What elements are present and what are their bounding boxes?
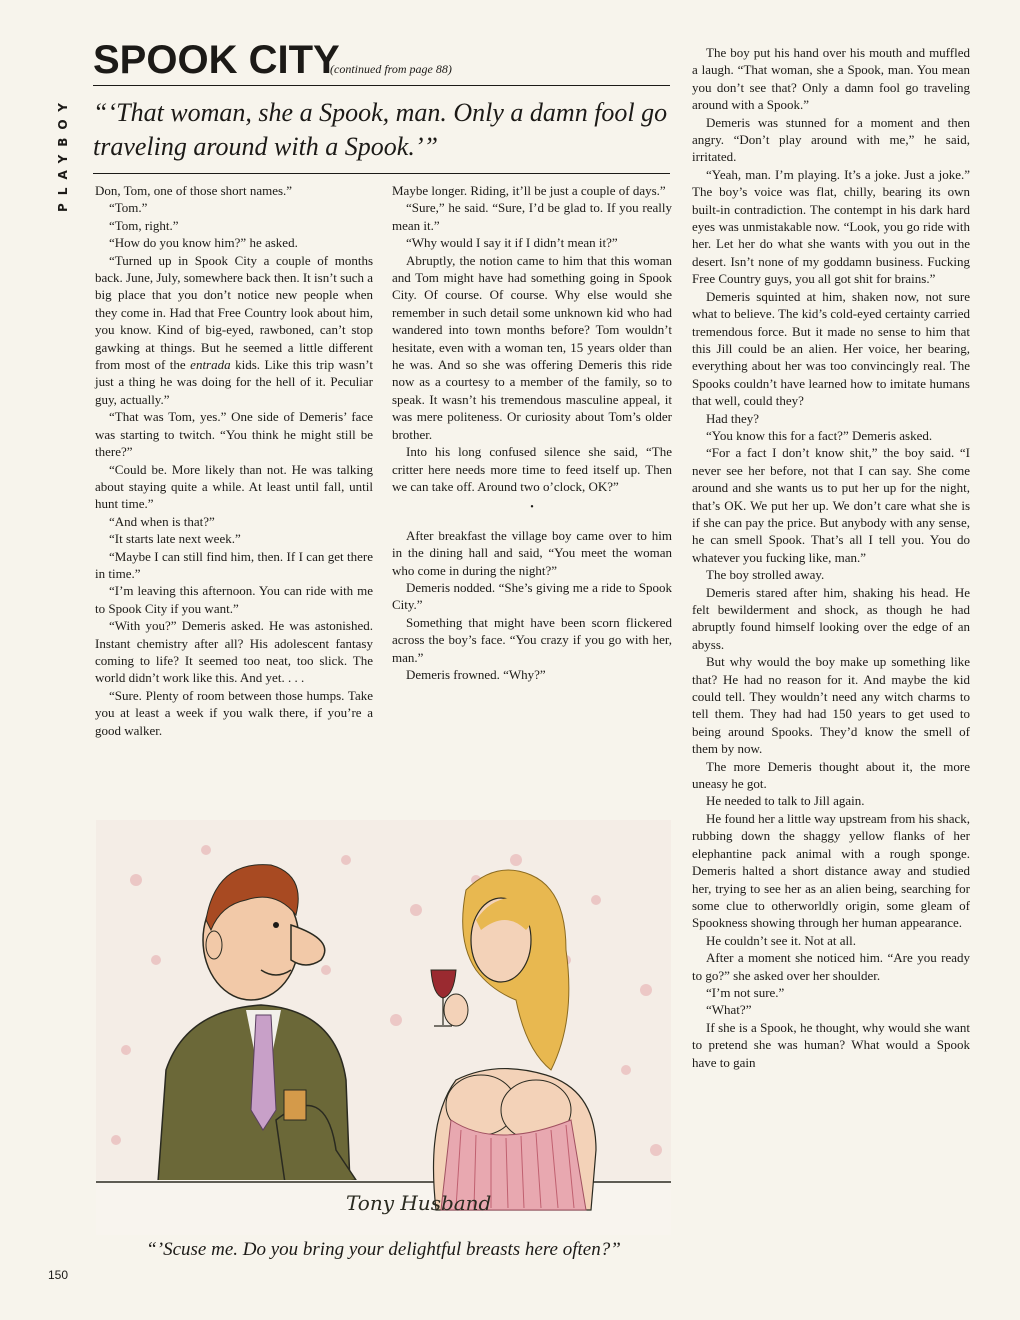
paragraph: “Could be. More likely than not. He was talking about staying quite a while. At least until fall, until hunt time.” — [95, 461, 373, 512]
text-column-1 — [95, 182, 373, 739]
paragraph: “How do you know him?” he asked. — [109, 235, 298, 251]
paragraph: “Tom, right.” — [109, 217, 179, 233]
paragraph: “I’m not sure.” — [706, 984, 785, 1000]
paragraph: Demeris frowned. “Why?” — [406, 666, 546, 682]
title-rule — [93, 85, 670, 86]
paragraph: Don, Tom, one of those short names.” — [95, 183, 293, 198]
paragraph: Demeris squinted at him, shaken now, not sure what to believe. The kid’s cold-eyed certainty carried tremendous force. But it made no sense to him that this Jill could be an alien. Her voice, her bearing, everything about her was too convincingly real. The Spooks couldn’t have learned how to imitate humans that well, could they? — [692, 288, 970, 409]
cartoon-caption: “’Scuse me. Do you bring your delightful breasts here often?” — [146, 1239, 621, 1260]
cartoon-illustration — [96, 820, 671, 1235]
paragraph: The more Demeris thought about it, the more uneasy he got. — [692, 758, 970, 792]
paragraph: “You know this for a fact?” Demeris asked. — [706, 427, 933, 443]
paragraph: But why would the boy make up something like that? He had no reason for it. And maybe the kid could tell. They wouldn’t need any witch charms to tell them. They had had 150 years to get used to being around Spooks. They’d know the smell of them by now. — [692, 654, 970, 757]
paragraph: “Maybe I can still find him, then. If I can get there in time.” — [95, 548, 373, 581]
paragraph: “Turned up in Spook City a couple of months back. June, July, somewhere back then. It isn’t such a big place that you don’t notice new people when they come in. Had that Free Country look about him, you know. Kind of big-eyed, rawboned, can’t stop gawking at things. But he seemed a little different from most of the entrada kids. Like this trip wasn’t just a thing he was doing for the hell of it. Peculiar guy, actually.” — [95, 252, 373, 407]
paragraph: He found her a little way upstream from his shack, rubbing down the shaggy yellow flanks of her elephantine pack animal with a rough sponge. Demeris halted a short distance away and studied her, trying to see her as an alien being, searching for some clue to otherworldly origin, some gleam of Spookness showing through her human appearance. — [692, 810, 970, 931]
paragraph: He couldn’t see it. Not at all. — [706, 932, 856, 948]
paragraph: If she is a Spook, he thought, why would she want to pretend she was human? What would a Spook have to gain — [692, 1019, 970, 1070]
paragraph: Maybe longer. Riding, it’ll be just a couple of days.” — [392, 183, 666, 198]
text-column-2 — [392, 182, 672, 683]
pull-quote: “‘That woman, she a Spook, man. Only a damn fool go traveling around with a Spook.’” — [93, 98, 668, 161]
paragraph: Had they? — [706, 410, 760, 426]
paragraph: Abruptly, the notion came to him that this woman and Tom might have had something going in Spook City. Of course. Of course. Why else would she remember in such detail some unknown kid who had wandered into town months before? Tom wouldn’t hesitate, even with a woman ten, 15 years older than he was. And so she was offering Demeris this ride now as a courtesy to a member of the family, so to speak. It wasn’t his tremendous masculine appeal, it was mere politeness. Or curiosity about Tom’s older brother. — [392, 252, 672, 442]
paragraph: “And when is that?” — [109, 513, 215, 529]
pull-quote-rule — [93, 173, 670, 174]
paragraph: “With you?” Demeris asked. He was astonished. Instant chemistry after all? His adolescent fantasy coming to life? It seemed too neat, too slick. The world didn’t work like this. And yet. . . . — [95, 618, 373, 686]
paragraph: He needed to talk to Jill again. — [706, 793, 865, 809]
paragraph: Demeris stared after him, shaking his head. He felt bewilderment and shock, as though he had abruptly found himself looking over the edge of an abyss. — [692, 584, 970, 652]
magazine-vertical-label: PLAYBOY — [56, 95, 70, 212]
paragraph: “Sure. Plenty of room between those humps. Take you at least a week if you walk there, if you’re a good walker. — [95, 687, 373, 738]
paragraph: “That was Tom, yes.” One side of Demeris’ face was starting to twitch. “You think he might still be there?” — [95, 409, 373, 460]
paragraph: “Yeah, man. I’m playing. It’s a joke. Just a joke.” The boy’s voice was flat, chilly, bearing its own built-in contradiction. The contempt in his dark hard eyes was unmistakable now. “Look, you go ride with her. Let her do what she wants with you out in the desert. Isn’t none of my goddamn business. Fucking Free Country guys, you all got shit for brains.” — [692, 166, 970, 287]
paragraph: Demeris nodded. “She’s giving me a ride to Spook City.” — [392, 579, 672, 613]
page-number: 150 — [48, 1268, 69, 1282]
paragraph: Something that might have been scorn flickered across the boy’s face. “You crazy if you go with her, man.” — [392, 614, 672, 665]
paragraph: “Sure,” he said. “Sure, I’d be glad to. If you really mean it.” — [392, 200, 672, 233]
paragraph: The boy strolled away. — [706, 567, 825, 583]
paragraph: After a moment she noticed him. “Are you ready to go?” she asked over her shoulder. — [692, 950, 970, 983]
paragraph: “Why would I say it if I didn’t mean it?” — [406, 235, 618, 251]
continued-note: (continued from page 88) — [330, 62, 452, 76]
section-break-bullet: • — [530, 502, 534, 514]
paragraph: “It starts late next week.” — [109, 531, 241, 547]
paragraph: After breakfast the village boy came over to him in the dining hall and said, “You meet the woman who come in during the night?” — [392, 527, 672, 578]
cartoonist-signature: Tony Husband — [346, 1191, 492, 1215]
italic-word: entrada — [190, 357, 231, 373]
article-title: SPOOK CITY — [93, 38, 340, 82]
paragraph: “What?” — [706, 1002, 752, 1018]
paragraph: Demeris was stunned for a moment and then angry. “Don’t play around with me,” he said, irritated. — [692, 114, 970, 165]
paragraph: “For a fact I don’t know shit,” the boy said. “I never see her before, not that I can say. She come around and she wants us to put her up for the night, that’s OK. We put her up. We don’t care what she is if she can pay the price. But anybody with any sense, he can smell Spook. That’s all I tell you. You do whatever you fucking like, man.” — [692, 445, 970, 565]
paragraph: “Tom.” — [109, 200, 148, 216]
paragraph: “I’m leaving this afternoon. You can ride with me to Spook City if you want.” — [95, 583, 373, 616]
paragraph: The boy put his hand over his mouth and muffled a laugh. “That woman, she a Spook, man. You mean you don’t see that? Only a damn fool go traveling around with a Spook.” — [692, 45, 970, 113]
text-column-3 — [692, 44, 970, 1071]
paragraph: Into his long confused silence she said, “The critter here needs more time to feed itself up. Then we can take off. Around two o’clock, OK?” — [392, 444, 672, 494]
